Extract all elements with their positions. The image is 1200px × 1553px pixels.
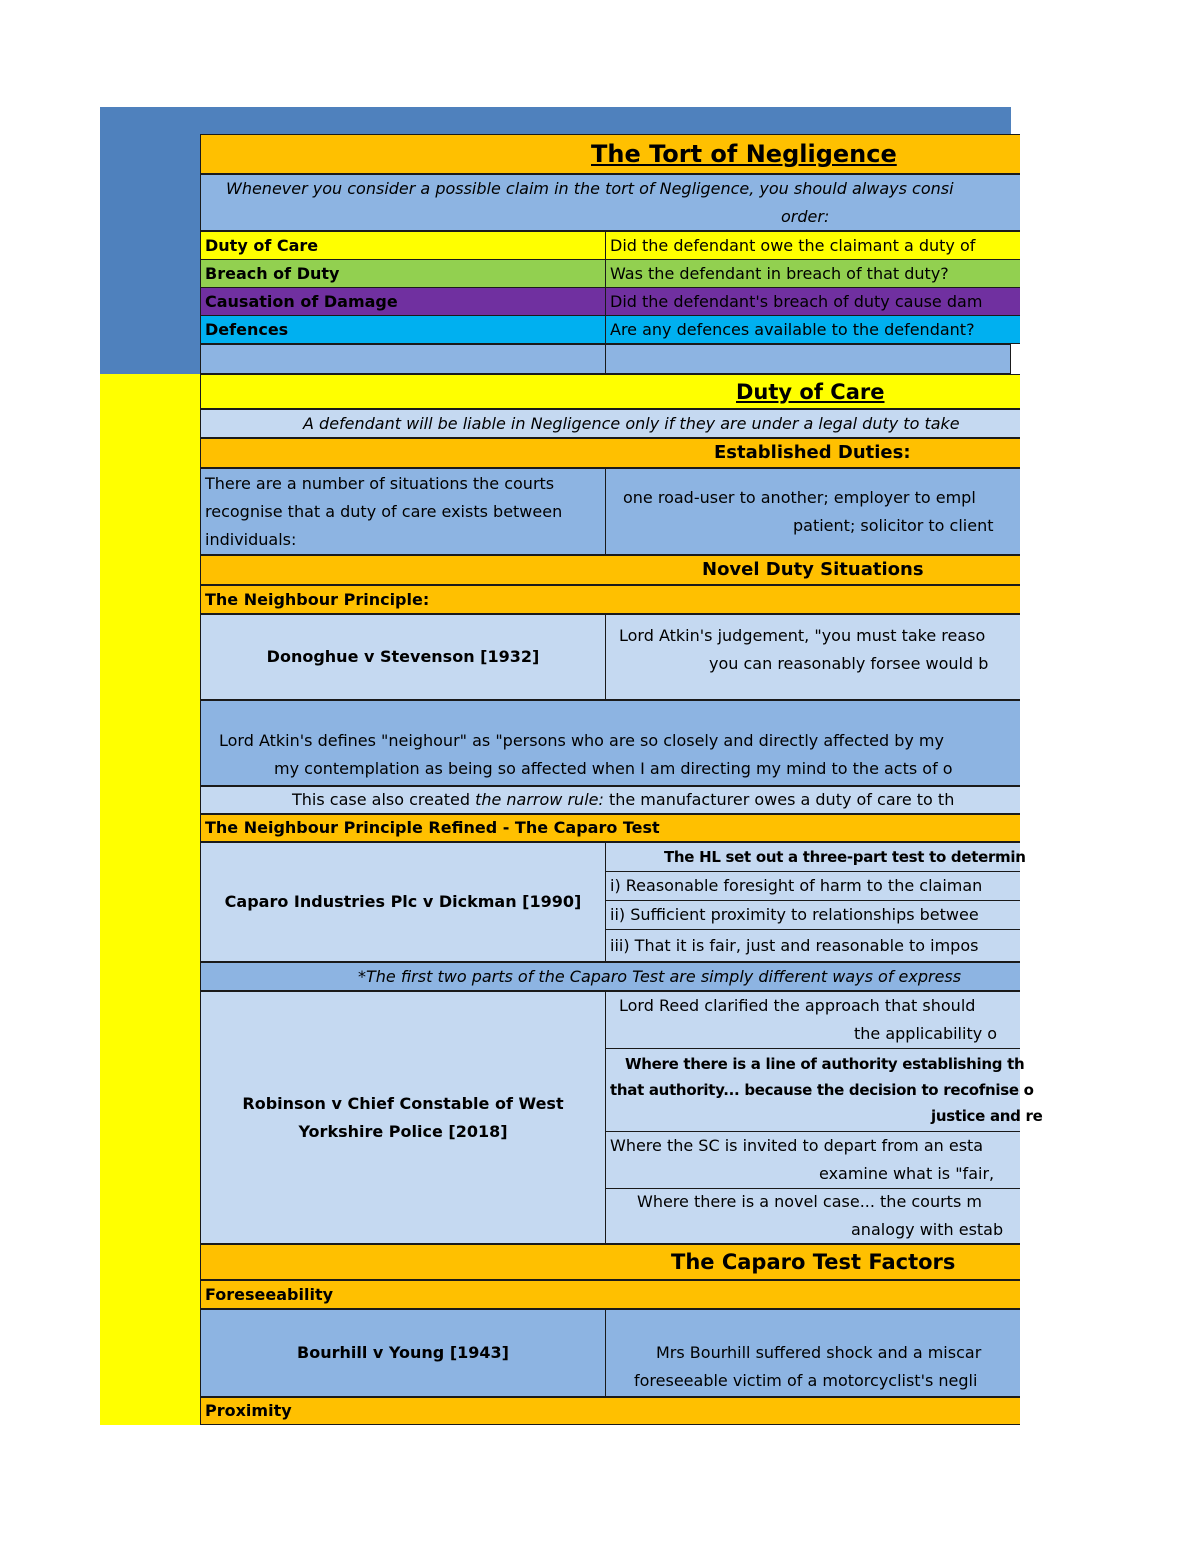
side-band-blue [100, 107, 200, 374]
donoghue-case: Donoghue v Stevenson [1932] [200, 614, 606, 700]
robinson-detail-2: Where there is a line of authority establishing th that authority... because the decision to recofnise o justice and re [605, 1048, 1020, 1132]
element-label-defences: Defences [200, 315, 606, 344]
element-question-duty: Did the defendant owe the claimant a duty of [605, 231, 1020, 260]
top-band [200, 107, 1011, 134]
robinson-case: Robinson v Chief Constable of West Yorkshire Police [2018] [200, 991, 606, 1244]
element-question-defences: Are any defences available to the defendant? [605, 315, 1020, 344]
donoghue-detail: Lord Atkin's judgement, "you must take reaso you can reasonably forsee would b [605, 614, 1020, 700]
caparo-note: *The first two parts of the Caparo Test are simply different ways of express [200, 962, 1020, 991]
proximity-heading: Proximity [200, 1397, 1020, 1425]
robinson-detail-1: Lord Reed clarified the approach that should the applicability o [605, 991, 1020, 1049]
robinson-detail-4: Where there is a novel case... the courts m analogy with estab [605, 1188, 1020, 1244]
novel-heading: Novel Duty Situations [200, 555, 1020, 585]
factors-heading: The Caparo Test Factors [200, 1244, 1020, 1280]
side-band-yellow [100, 374, 200, 1425]
spreadsheet-page [200, 134, 1043, 1425]
neighbour-definition: Lord Atkin's defines "neighour" as "persons who are so closely and directly affected by my my contemplation as being so affected when I am directing my mind to the acts of o [200, 700, 1020, 786]
robinson-detail-3: Where the SC is invited to depart from an esta examine what is "fair, [605, 1131, 1020, 1189]
foreseeability-heading: Foreseeability [200, 1280, 1020, 1309]
element-label-duty: Duty of Care [200, 231, 606, 260]
caparo-test-heading: The HL set out a three-part test to determin [605, 842, 1020, 872]
page-title: The Tort of Negligence [200, 134, 1020, 174]
blank-cell-right [605, 344, 1011, 374]
caparo-part-3: iii) That it is fair, just and reasonable to impos [605, 929, 1020, 962]
intro-box [200, 174, 1020, 231]
intro-line-1: Whenever you consider a possible claim in the tort of Negligence, you should always consi [226, 178, 954, 198]
caparo-case: Caparo Industries Plc v Dickman [1990] [200, 842, 606, 962]
element-label-causation: Causation of Damage [200, 287, 606, 316]
narrow-rule: This case also created the narrow rule: the manufacturer owes a duty of care to th [200, 786, 1020, 814]
duty-heading: Duty of Care [200, 374, 1020, 409]
established-left: There are a number of situations the courts recognise that a duty of care exists between individuals: [200, 468, 606, 555]
element-question-breach: Was the defendant in breach of that duty? [605, 259, 1020, 288]
established-heading: Established Duties: [200, 438, 1020, 468]
caparo-part-1: i) Reasonable foresight of harm to the claiman [605, 871, 1020, 901]
neighbour-heading: The Neighbour Principle: [200, 585, 1020, 614]
caparo-heading: The Neighbour Principle Refined - The Caparo Test [200, 814, 1020, 842]
element-question-causation: Did the defendant's breach of duty cause dam [605, 287, 1020, 316]
blank-cell-left [200, 344, 606, 374]
bourhill-detail: Mrs Bourhill suffered shock and a miscar foreseeable victim of a motorcyclist's negli [605, 1309, 1020, 1397]
intro-line-2: order: [781, 206, 830, 226]
bourhill-case: Bourhill v Young [1943] [200, 1309, 606, 1397]
element-label-breach: Breach of Duty [200, 259, 606, 288]
caparo-part-2: ii) Sufficient proximity to relationships betwee [605, 900, 1020, 930]
established-right: one road-user to another; employer to empl patient; solicitor to client [605, 468, 1020, 555]
duty-intro: A defendant will be liable in Negligence only if they are under a legal duty to take [200, 409, 1020, 438]
